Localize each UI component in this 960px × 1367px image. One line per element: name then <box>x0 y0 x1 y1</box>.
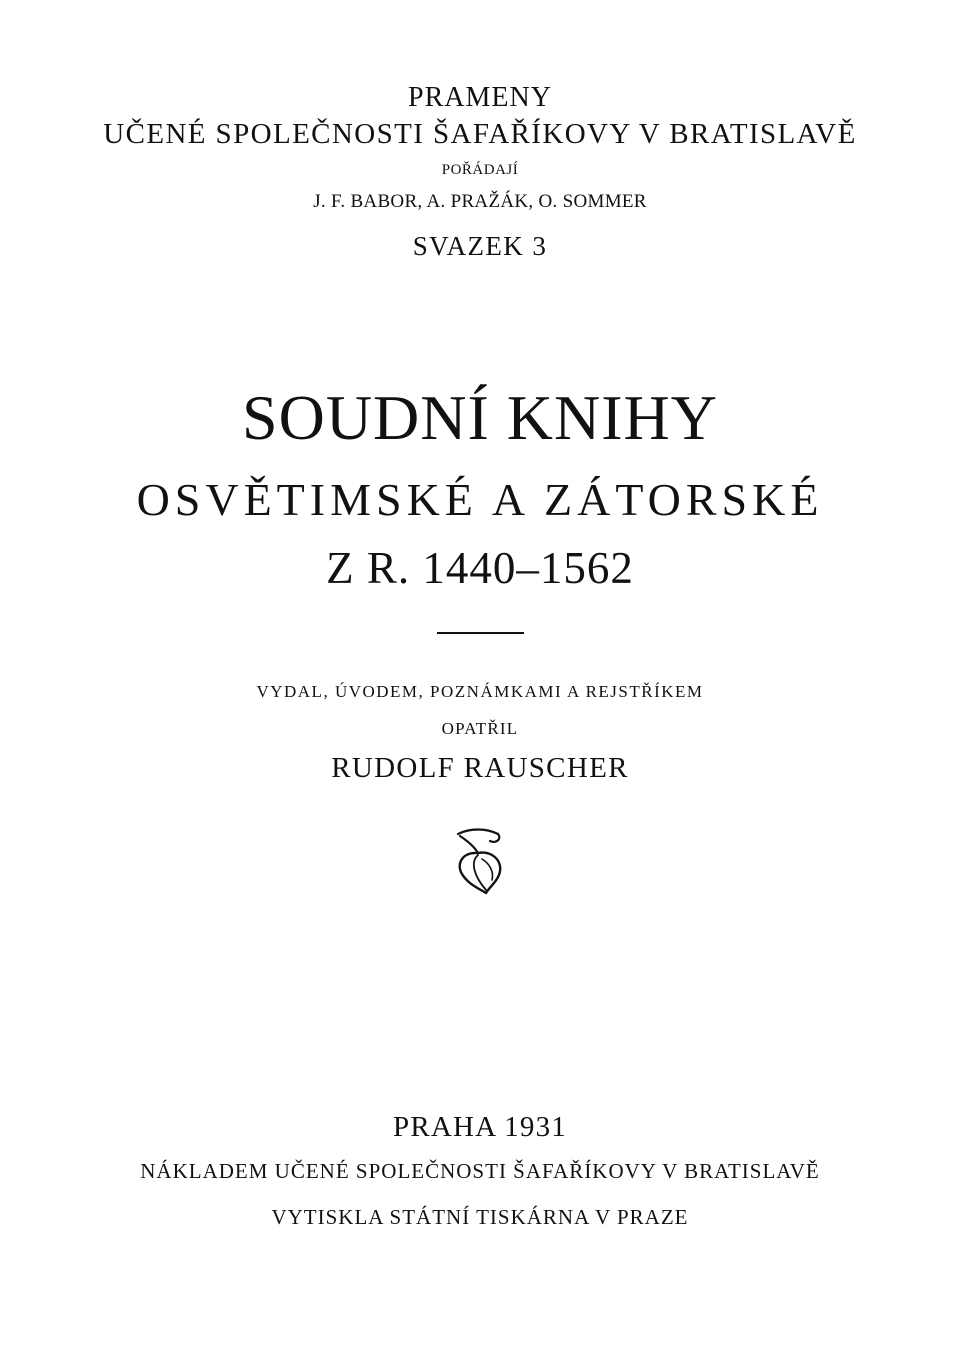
book-date-range: Z R. 1440–1562 <box>326 543 634 593</box>
volume-number: SVAZEK 3 <box>412 231 548 261</box>
printer-line: VYTISKLA STÁTNÍ TISKÁRNA V PRAZE <box>271 1205 689 1229</box>
edited-by-line: VYDAL, ÚVODEM, POZNÁMKAMI A REJSTŘÍKEM <box>256 682 704 701</box>
publisher-line: NÁKLADEM UČENÉ SPOLEČNOSTI ŠAFAŘÍKOVY V BRATISLAVĚ <box>140 1159 820 1183</box>
fleuron-leaf-icon <box>452 826 508 896</box>
editors-names: J. F. BABOR, A. PRAŽÁK, O. SOMMER <box>313 191 647 212</box>
series-society: UČENÉ SPOLEČNOSTI ŠAFAŘÍKOVY V BRATISLAVĚ <box>103 118 857 150</box>
place-and-year: PRAHA 1931 <box>393 1111 567 1143</box>
editors-label: POŘÁDAJÍ <box>441 162 519 178</box>
author-name: RUDOLF RAUSCHER <box>331 752 629 784</box>
provided-by-line: OPATŘIL <box>441 719 519 738</box>
series-title: PRAMENY <box>408 82 552 113</box>
book-subtitle: OSVĚTIMSKÉ A ZÁTORSKÉ <box>136 474 824 525</box>
book-title: SOUDNÍ KNIHY <box>242 382 718 453</box>
title-divider <box>437 632 524 634</box>
